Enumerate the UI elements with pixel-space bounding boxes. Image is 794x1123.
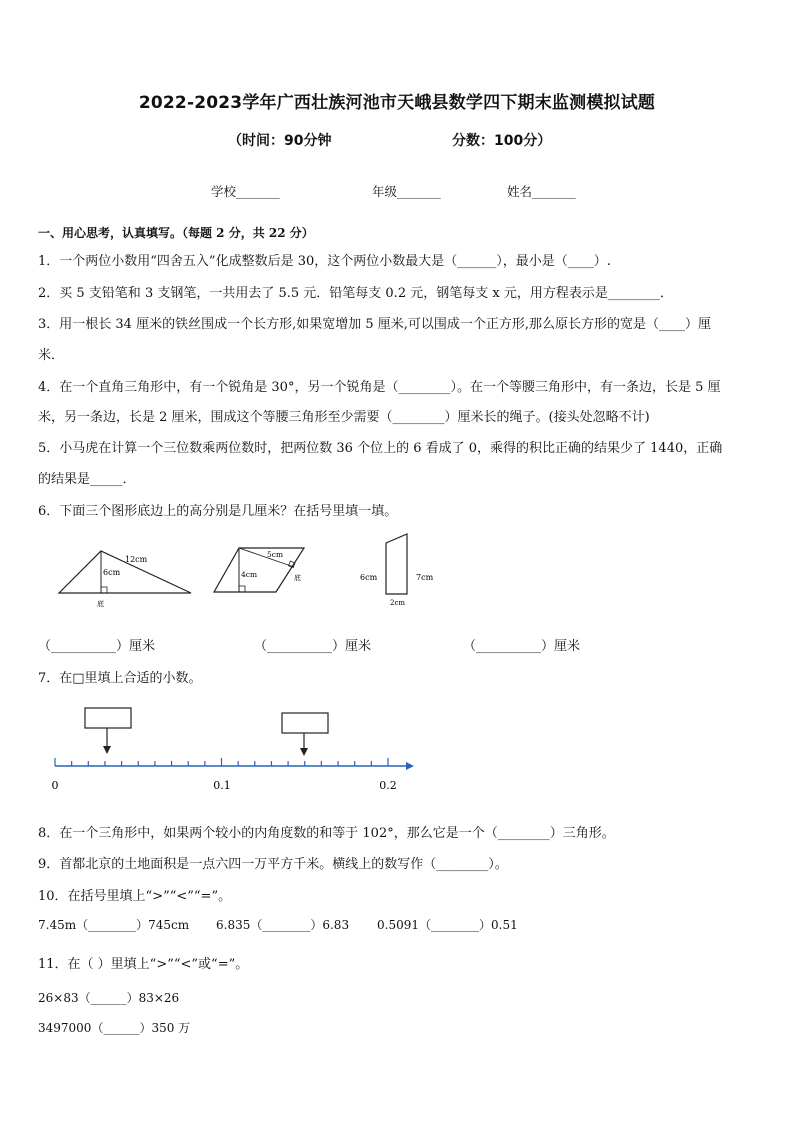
answer-box-1 <box>85 708 131 728</box>
q10-item-2: 6.835（________）6.83 <box>216 918 350 932</box>
answer-box-2 <box>282 713 328 733</box>
q10-item-1: 7.45m（________）745cm <box>38 918 190 932</box>
question-4-line1: 4．在一个直角三角形中，有一个锐角是 30°，另一个锐角是（________）。在一个等腰三角形中，有一条边，长是 5 厘 <box>38 380 721 395</box>
question-9: 9．首都北京的土地面积是一点六四一万平方千米。横线上的数写作（________）。 <box>38 857 508 872</box>
parallelogram-height-label: 4cm <box>241 570 258 579</box>
number-line-arrow <box>406 762 414 770</box>
triangle-side-label: 12cm <box>125 555 148 564</box>
question-5-line2: 的结果是_____． <box>38 472 136 487</box>
q11-item-2: 3497000（______）350 万 <box>38 1021 191 1035</box>
number-line-figure <box>48 700 428 795</box>
triangle-base-label: 底 <box>97 600 104 608</box>
question-11: 11．在（ ）里填上“>”“<”或“=”。 <box>38 957 249 972</box>
trapezoid-left-label: 6cm <box>360 573 378 582</box>
number-line-ticks <box>55 758 388 766</box>
trapezoid-shape <box>386 534 407 594</box>
q11-item-1: 26×83（______）83×26 <box>38 991 180 1005</box>
trapezoid-figure <box>358 532 438 608</box>
question-8: 8．在一个三角形中，如果两个较小的内角度数的和等于 102°，那么它是一个（________）三角形。 <box>38 826 615 841</box>
question-5-line1: 5．小马虎在计算一个三位数乘两位数时，把两位数 36 个位上的 6 看成了 0，乘得的积比正确的结果少了 1440，正确 <box>38 441 723 456</box>
triangle-figure <box>55 542 200 612</box>
right-angle-mark <box>101 587 107 593</box>
question-4-line2: 米，另一条边，长是 2 厘米，围成这个等腰三角形至少需要（________）厘米长的绳子。(接头处忽略不计) <box>38 410 650 425</box>
parallelogram-base-label: 底 <box>294 574 301 582</box>
number-line-label-0: 0 <box>51 779 59 792</box>
page-title: 2022-2023学年广西壮族河池市天峨县数学四下期末监测模拟试题 <box>138 93 656 113</box>
question-1: 1．一个两位小数用“四舍五入”化成整数后是 30，这个两位小数最大是（______），最小是（____）. <box>38 254 611 269</box>
arrow-2-head <box>300 748 308 756</box>
question-6: 6．下面三个图形底边上的高分别是几厘米？在括号里填一填。 <box>38 504 398 519</box>
answer-blank-2: （__________）厘米 <box>254 639 372 654</box>
exam-score: 分数：100分） <box>452 133 552 149</box>
right-angle-mark <box>239 586 245 592</box>
question-10: 10．在括号里填上“>”“<”“=”。 <box>38 889 232 904</box>
answer-blank-3: （__________）厘米 <box>463 639 581 654</box>
trapezoid-base-label: 2cm <box>390 599 406 607</box>
question-2: 2．买 5 支铅笔和 3 支钢笔，一共用去了 5.5 元．铅笔每支 0.2 元，钢笔每支 x 元，用方程表示是________． <box>38 286 673 301</box>
parallelogram-side-label: 5cm <box>267 550 284 559</box>
grade-field: 年级_______ <box>372 184 441 199</box>
q10-item-3: 0.5091（________）0.51 <box>377 918 518 932</box>
name-field: 姓名_______ <box>507 184 576 199</box>
parallelogram-figure <box>210 540 310 600</box>
school-field: 学校_______ <box>211 184 280 199</box>
question-7: 7．在□里填上合适的小数。 <box>38 671 202 686</box>
trapezoid-right-label: 7cm <box>416 573 434 582</box>
section-heading: 一、用心思考，认真填写。（每题 2 分，共 22 分） <box>38 226 314 240</box>
number-line-label-0-2: 0.2 <box>379 779 397 792</box>
question-3-line1: 3．用一根长 34 厘米的铁丝围成一个长方形,如果宽增加 5 厘米,可以围成一个正方形,那么原长方形的宽是（____）厘 <box>38 317 712 332</box>
arrow-1-head <box>103 746 111 754</box>
triangle-height-label: 6cm <box>103 568 121 577</box>
exam-time: （时间：90分钟 <box>228 133 332 149</box>
question-3-line2: 米． <box>38 348 65 363</box>
answer-blank-1: （__________）厘米 <box>38 639 156 654</box>
number-line-label-0-1: 0.1 <box>213 779 231 792</box>
